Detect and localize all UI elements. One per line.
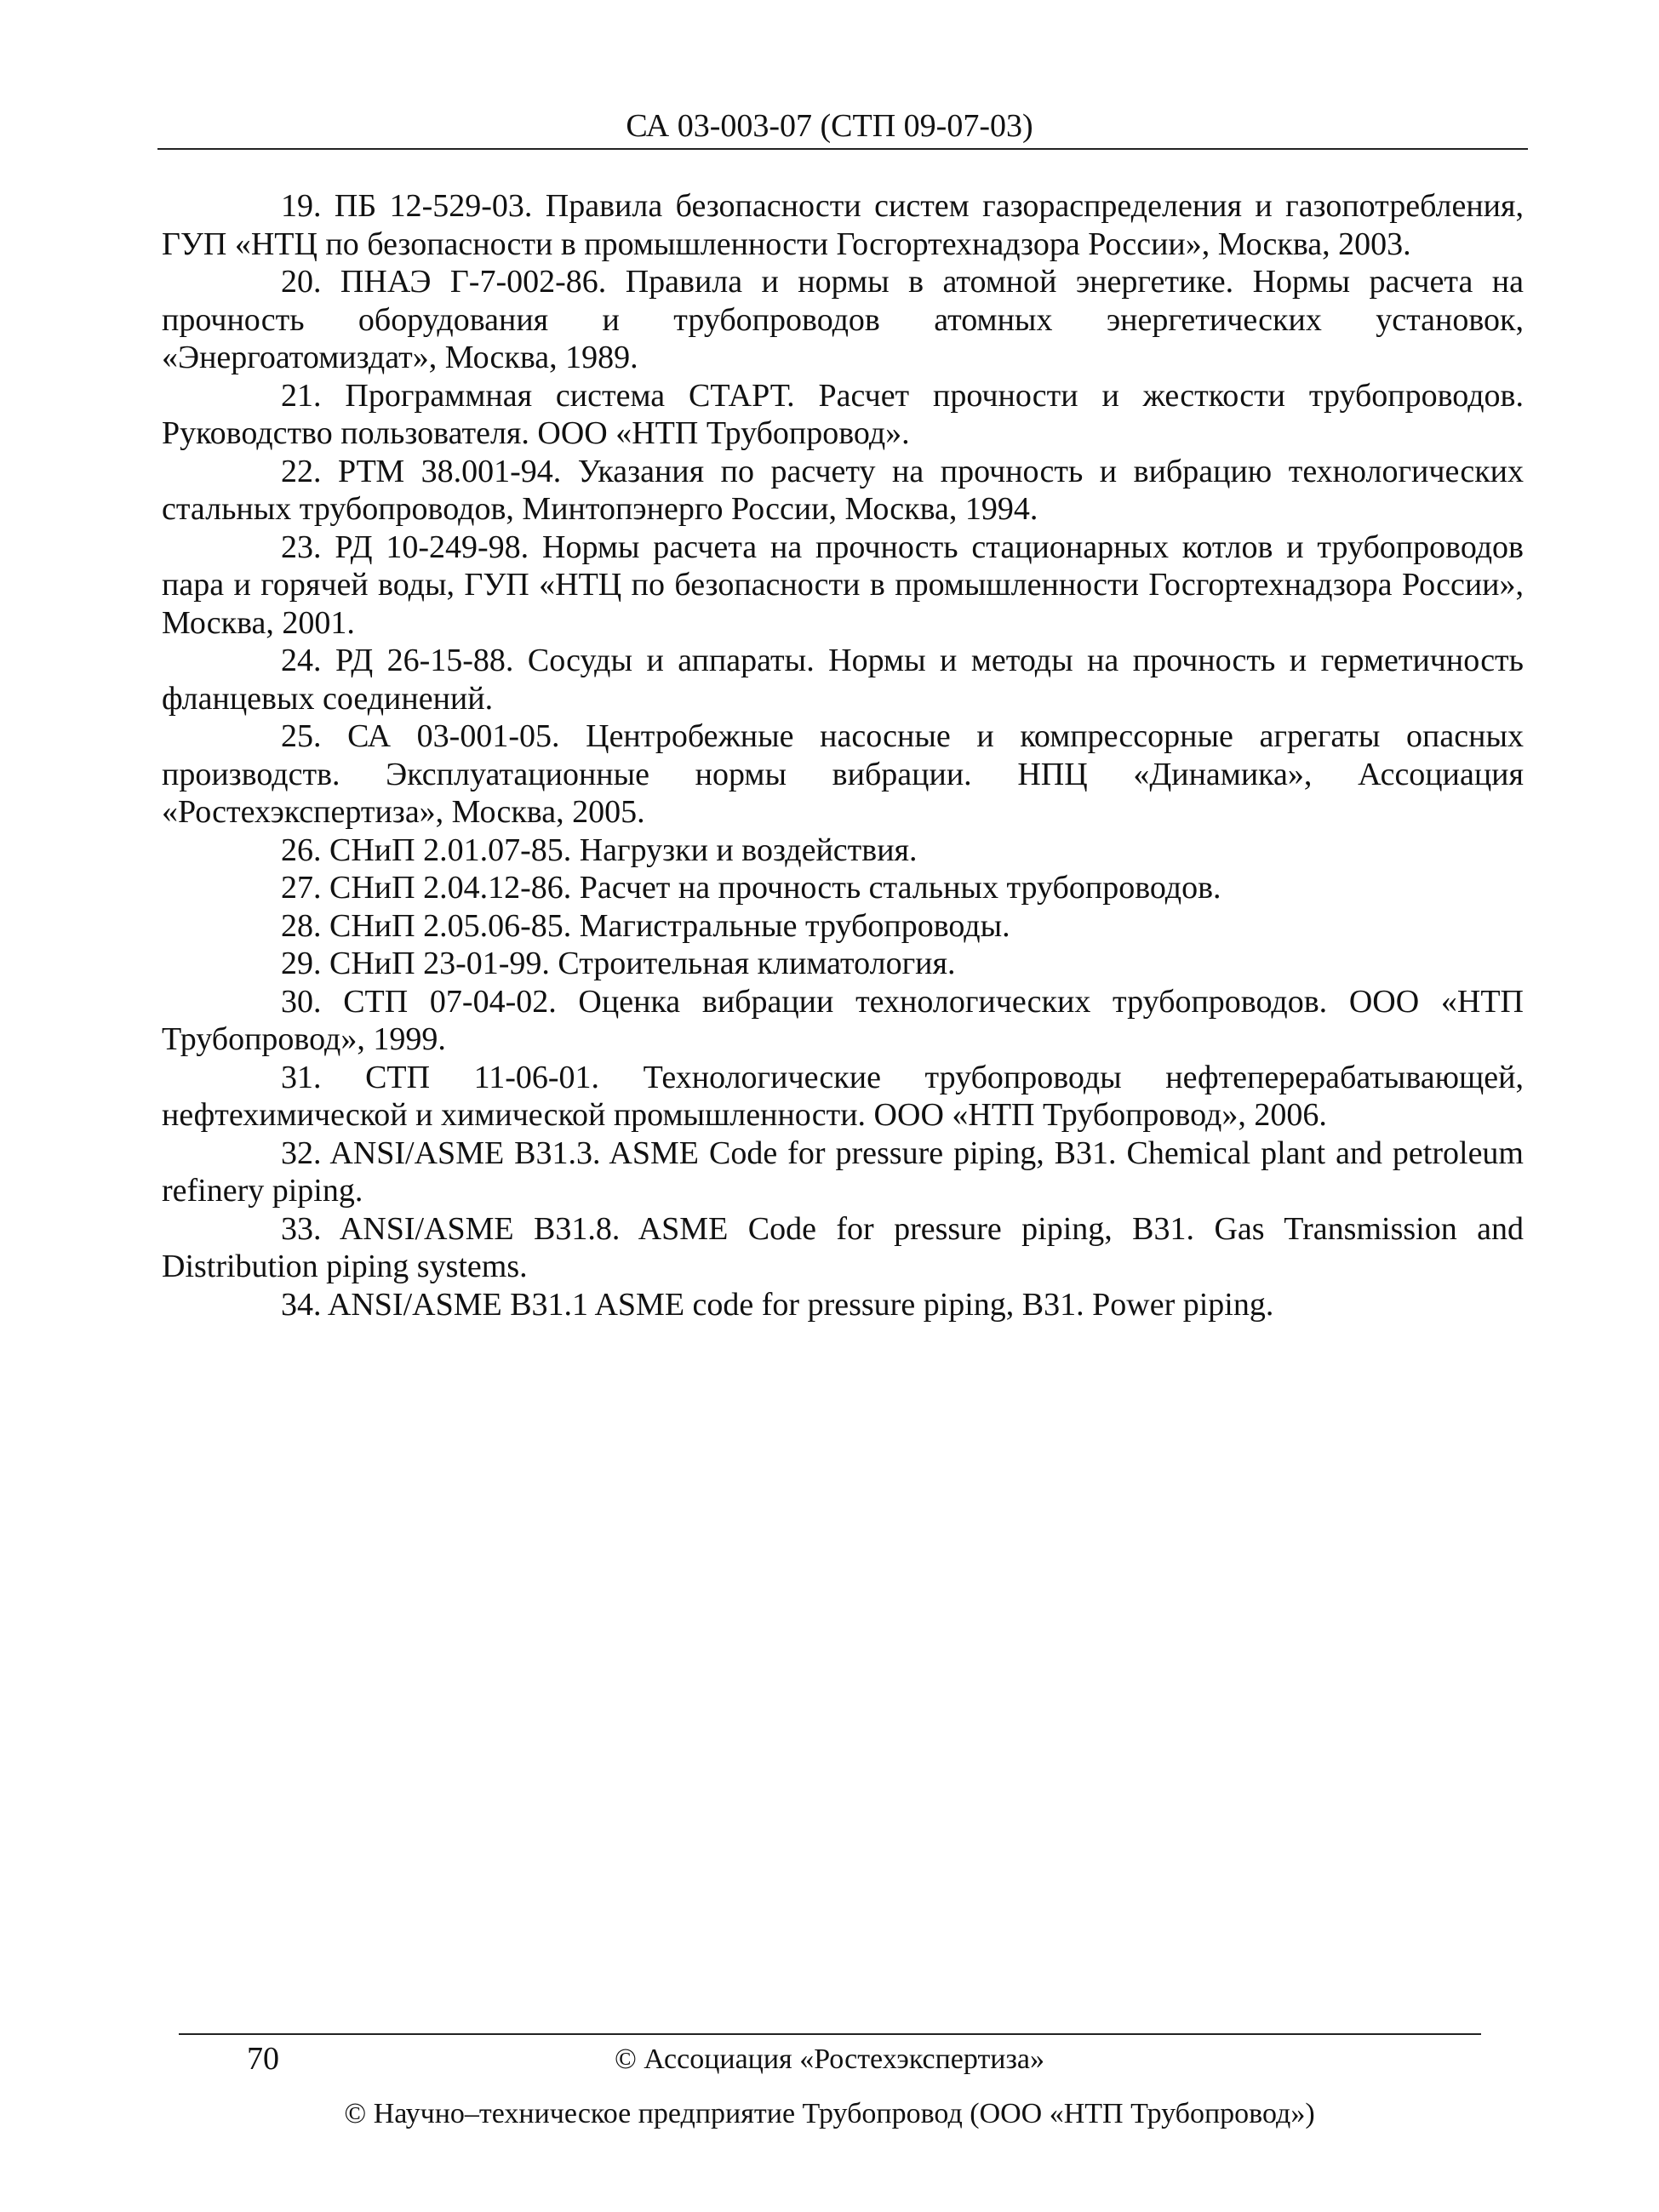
reference-item-30: 30. СТП 07-04-02. Оценка вибрации технологических трубопроводов. ООО «НТП Трубопровод», 1999. [162,983,1524,1057]
reference-item-20: 20. ПНАЭ Г-7-002-86. Правила и нормы в атомной энергетике. Нормы расчета на прочность оборудования и трубопроводов атомных энергетических установок, «Энергоатомиздат», Москва, 1989. [162,264,1524,375]
reference-item-21: 21. Программная система СТАРТ. Расчет прочности и жесткости трубопроводов. Руководство пользователя. ООО «НТП Трубопровод». [162,377,1524,451]
reference-item-31: 31. СТП 11-06-01. Технологические трубопроводы нефтеперерабатывающей, нефтехимической и химической промышленности. ООО «НТП Трубопровод», 2006. [162,1059,1524,1133]
reference-item-25: 25. СА 03-001-05. Центробежные насосные и компрессорные агрегаты опасных производств. Эксплуатационные нормы вибрации. НПЦ «Динамика», Ассоциация «Ростехэкспертиза», Москва, 2005. [162,718,1524,830]
reference-item-24: 24. РД 26-15-88. Сосуды и аппараты. Нормы и методы на прочность и герметичность фланцевых соединений. [162,643,1524,717]
reference-item-28: 28. СНиП 2.05.06-85. Магистральные трубопроводы. [281,907,1010,944]
reference-item-26: 26. СНиП 2.01.07-85. Нагрузки и воздействия. [281,832,918,868]
footer-rule [179,2033,1481,2035]
reference-item-19: 19. ПБ 12-529-03. Правила безопасности систем газораспределения и газопотребления, ГУП «НТЦ по безопасности в промышленности Госгортехнадзора России», Москва, 2003. [162,188,1524,262]
reference-item-32: 32. ANSI/ASME B31.3. ASME Code for pressure piping, B31. Chemical plant and petroleum refinery piping. [162,1135,1524,1209]
footer-copyright-association: © Ассоциация «Ростехэкспертиза» [614,2043,1045,2075]
page-number: 70 [247,2041,279,2077]
reference-item-22: 22. РТМ 38.001-94. Указания по расчету на прочность и вибрацию технологических стальных трубопроводов, Минтопэнерго России, Москва, 1994. [162,453,1524,527]
header-rule [157,148,1528,150]
reference-item-34: 34. ANSI/ASME B31.1 ASME code for pressure piping, B31. Power piping. [281,1286,1274,1323]
reference-item-27: 27. СНиП 2.04.12-86. Расчет на прочность стальных трубопроводов. [281,870,1221,906]
reference-list [162,187,1524,1323]
reference-item-33: 33. ANSI/ASME B31.8. ASME Code for pressure piping, B31. Gas Transmission and Distribution piping systems. [162,1210,1524,1284]
reference-item-23: 23. РД 10-249-98. Нормы расчета на прочность стационарных котлов и трубопроводов пара и горячей воды, ГУП «НТЦ по безопасности в промышленности Госгортехнадзора России», Москва, 2001. [162,529,1524,641]
footer-copyright-enterprise: © Научно–техническое предприятие Трубопровод (ООО «НТП Трубопровод») [344,2098,1315,2129]
page-header-title: СА 03-003-07 (СТП 09-07-03) [626,108,1033,144]
reference-item-29: 29. СНиП 23-01-99. Строительная климатология. [281,946,956,981]
